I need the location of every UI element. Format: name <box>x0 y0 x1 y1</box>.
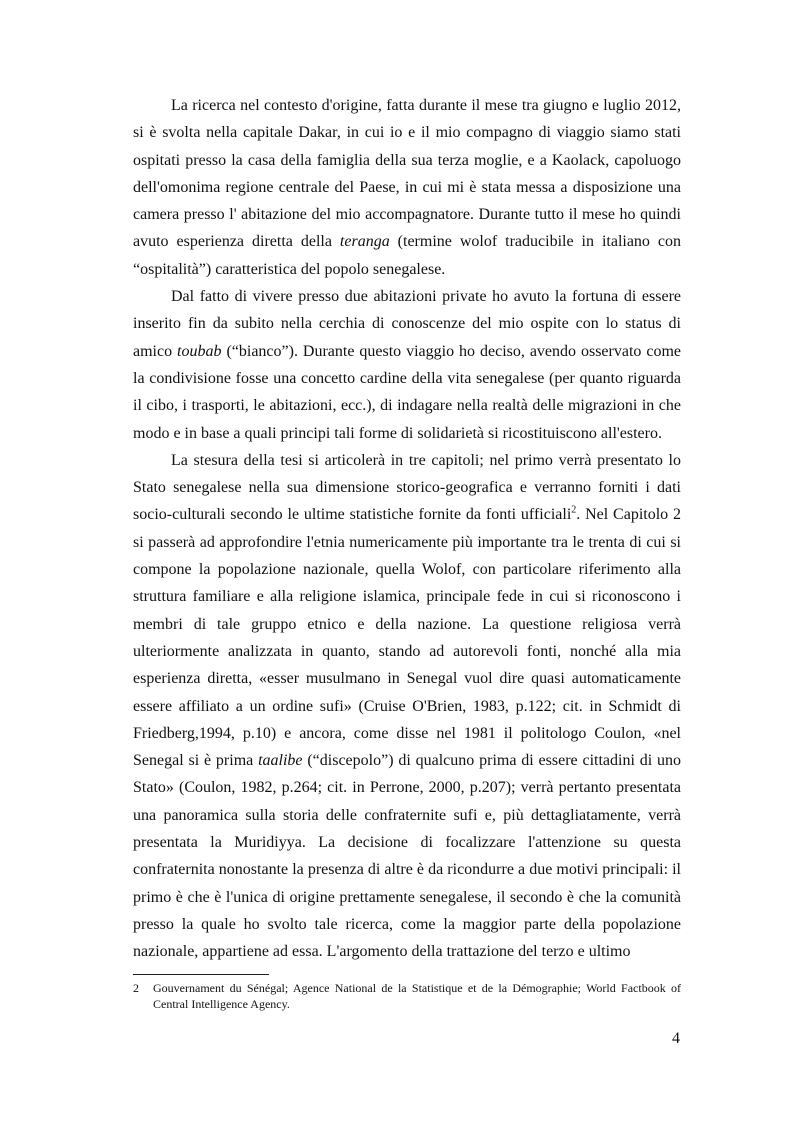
italic-term: teranga <box>339 233 390 251</box>
footnote-separator <box>133 974 269 975</box>
paragraph-1 <box>133 92 681 283</box>
page-number: 4 <box>672 1030 680 1047</box>
paragraph-3 <box>133 447 681 966</box>
text-run: Dal fatto di vivere presso due abitazioni private ho avuto la fortuna di essere inserito fin da subito nella cerchia di conoscenze del mio ospite con lo status di amico <box>133 288 681 360</box>
body-text <box>133 92 681 966</box>
text-run: (“bianco”). Durante questo viaggio ho deciso, avendo osservato come la condivisione fosse una concetto cardine della vita senegalese (per quanto riguarda il cibo, i trasporti, le abitazioni, ecc.), di indagare nella realtà delle migrazioni in che modo e in base a quali principi tali forme di solidarietà si ricostituiscono all'estero. <box>133 342 681 442</box>
footnote-number: 2 <box>133 981 139 995</box>
text-run: La ricerca nel contesto d'origine, fatta durante il mese tra giugno e luglio 2012, si è svolta nella capitale Dakar, in cui io e il mio compagno di viaggio siamo stati ospitati presso la casa della famiglia della sua terza moglie, e a Kaolack, capoluogo dell'omonima regione centrale del Paese, in cui mi è stata messa a disposizione una camera presso l' abitazione del mio accompagnatore. Durante tutto il mese ho quindi avuto esperienza diretta della <box>133 97 681 251</box>
text-run: . Nel Capitolo 2 si passerà ad approfondire l'etnia numericamente più importante tra le trenta di cui si compone la popolazione nazionale, quella Wolof, con particolare riferimento alla struttura familiare e alla religione islamica, principale fede in cui si riconoscono i membri di tale gruppo etnico e della nazione. La questione religiosa verrà ulteriormente analizzata in quanto, stando ad autorevoli fonti, nonché alla mia esperienza diretta, «esser musulmano in Senegal vuol dire quasi automaticamente essere affiliato a un ordine sufi» (Cruise O'Brien, 1983, p.122; cit. in Schmidt di Friedberg,1994, p.10) e ancora, come disse nel 1981 il politologo Coulon, «nel Senegal si è prima <box>133 506 682 770</box>
italic-term: toubab <box>177 342 222 360</box>
footnote-text: Gouvernament du Sénégal; Agence National de la Statistique et de la Démographie; World Factbook of Central Intelligence Agency. <box>153 981 681 1011</box>
footnote-ref: 2 <box>571 505 577 517</box>
footnote <box>133 980 681 1012</box>
italic-term: taalibe <box>258 752 303 770</box>
text-run: (termine wolof traducibile in italiano con “ospitalità”) caratteristica del popolo senegalese. <box>133 233 682 278</box>
text-run: (“discepolo”) di qualcuno prima di essere cittadini di uno Stato» (Coulon, 1982, p.264; cit. in Perrone, 2000, p.207); verrà pertanto presentata una panoramica sulla storia delle confraternite sufi e, più dettagliatamente, verrà presentata la Muridiyya. La decisione di focalizzare l'attenzione su questa confraternita nonostante la presenza di altre è da ricondurre a due motivi principali: il primo è che è l'unica di origine prettamente senegalese, il secondo è che la comunità presso la quale ho svolto tale ricerca, come la maggior parte della popolazione nazionale, appartiene ad essa. L'argomento della trattazione del terzo e ultimo <box>133 752 682 961</box>
text-run: La stesura della tesi si articolerà in tre capitoli; nel primo verrà presentato lo Stato senegalese nella sua dimensione storico-geografica e verranno forniti i dati socio-culturali secondo le ultime statistiche fornite da fonti ufficiali <box>133 451 681 524</box>
paragraph-2 <box>133 283 681 447</box>
